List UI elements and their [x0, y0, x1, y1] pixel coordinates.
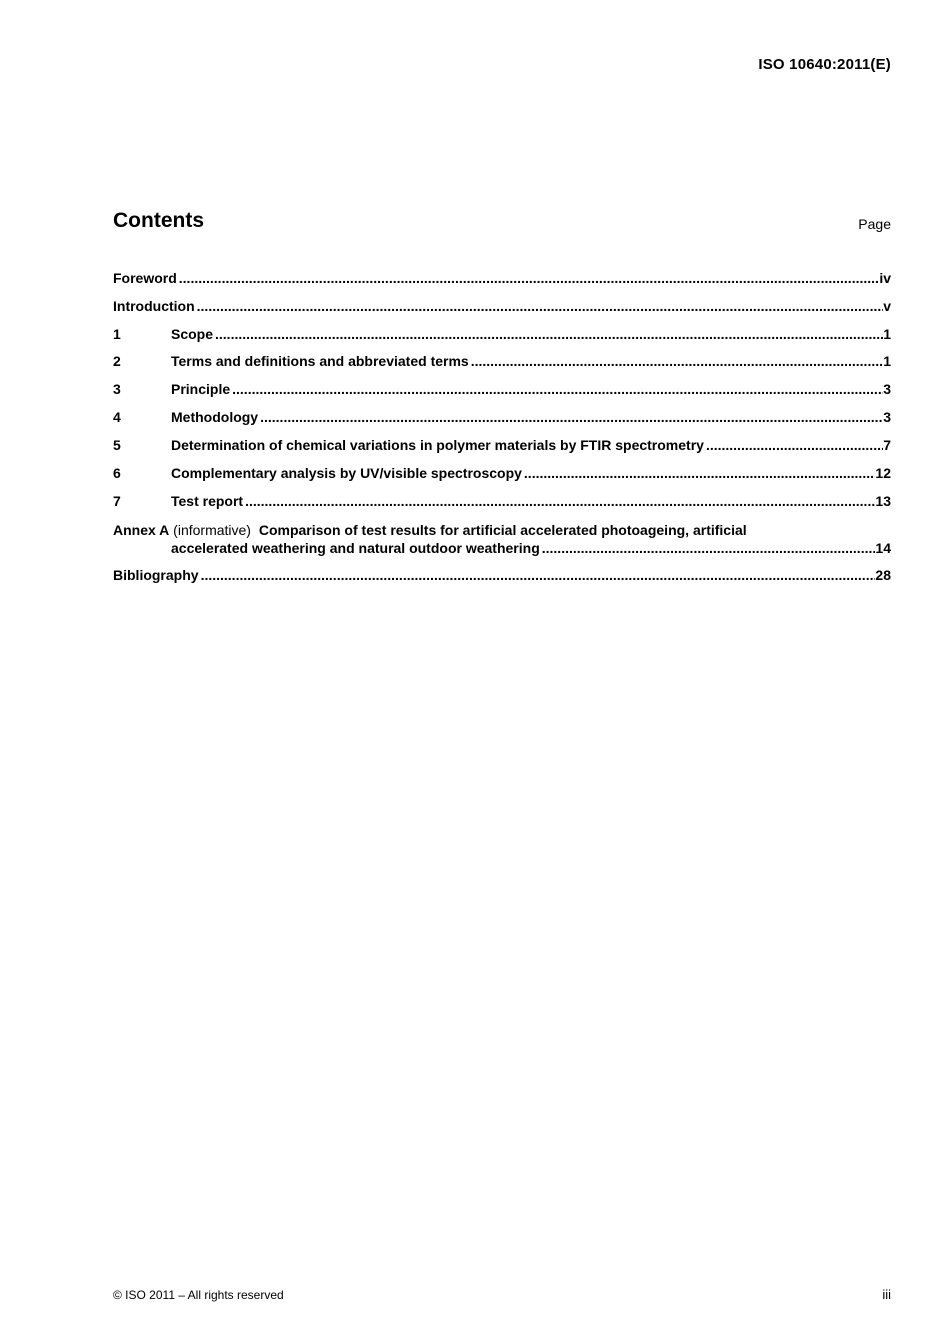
toc-entry-title: Terms and definitions and abbreviated terms [171, 353, 469, 369]
contents-heading: Contents [113, 209, 204, 232]
toc-entry-title: Scope [171, 326, 214, 342]
toc-entry-number: 4 [113, 409, 121, 425]
dot-leader [213, 324, 883, 344]
toc-entry-page: 13 [875, 493, 891, 509]
page-column-heading: Page [858, 216, 891, 232]
document-id: ISO 10640:2011(E) [758, 56, 891, 73]
toc-entry-number: 6 [113, 465, 121, 481]
annex-type: (informative) [173, 522, 251, 538]
toc-entry-page: 1 [883, 353, 891, 369]
annex-title-line2: accelerated weathering and natural outdoor weathering [171, 540, 540, 556]
toc-entry-page: iv [879, 270, 891, 286]
dot-leader [243, 491, 875, 511]
footer-page-number: iii [882, 1287, 891, 1302]
toc-entry-title: Test report [171, 493, 244, 509]
footer-copyright: © ISO 2011 – All rights reserved [113, 1288, 284, 1302]
dot-leader [258, 407, 883, 427]
toc-entry-page: v [883, 298, 891, 314]
toc-entry-page: 28 [875, 567, 891, 583]
toc-entry-number: 5 [113, 437, 121, 453]
toc-entry-title: Complementary analysis by UV/visible spectroscopy [171, 465, 522, 481]
toc-entry-page: 7 [883, 437, 891, 453]
toc-entry-title: Determination of chemical variations in polymer materials by FTIR spectrometry [171, 437, 704, 453]
toc-entry-annex-a[interactable] [113, 520, 747, 540]
toc-entry-number: 3 [113, 381, 121, 397]
toc-entry-page: 14 [875, 540, 891, 556]
toc-entry-title: Foreword [113, 270, 177, 286]
dot-leader [230, 379, 883, 399]
toc-entry-complementary-analysis[interactable] [113, 463, 891, 483]
annex-title-line1: Comparison of test results for artificial accelerated photoageing, artificial [258, 522, 747, 538]
toc-entry-title: Bibliography [113, 567, 199, 583]
toc-entry-number: 7 [113, 493, 121, 509]
toc-entry-number: 2 [113, 353, 121, 369]
toc-entry-terms[interactable] [113, 351, 891, 371]
toc-entry-page: 3 [883, 409, 891, 425]
dot-leader [704, 435, 883, 455]
toc-entry-title: Introduction [113, 298, 195, 314]
dot-leader [199, 565, 876, 585]
annex-label: Annex A [113, 522, 170, 538]
toc-entry-determination[interactable] [113, 435, 891, 455]
toc-entry-annex-a-continued[interactable] [171, 538, 891, 558]
dot-leader [195, 296, 884, 316]
toc-entry-bibliography[interactable] [113, 565, 891, 585]
toc-entry-number: 1 [113, 326, 121, 342]
dot-leader [177, 268, 880, 288]
toc-entry-page: 3 [883, 381, 891, 397]
dot-leader [522, 463, 876, 483]
toc-entry-methodology[interactable] [113, 407, 891, 427]
toc-entry-test-report[interactable] [113, 491, 891, 511]
toc-entry-foreword[interactable] [113, 268, 891, 288]
toc-entry-title: Methodology [171, 409, 259, 425]
dot-leader [540, 538, 876, 558]
toc-entry-introduction[interactable] [113, 296, 891, 316]
toc-entry-principle[interactable] [113, 379, 891, 399]
toc-entry-page: 1 [883, 326, 891, 342]
toc-entry-title: Principle [171, 381, 231, 397]
toc-entry-scope[interactable] [113, 324, 891, 344]
toc-entry-page: 12 [875, 465, 891, 481]
dot-leader [469, 351, 884, 371]
